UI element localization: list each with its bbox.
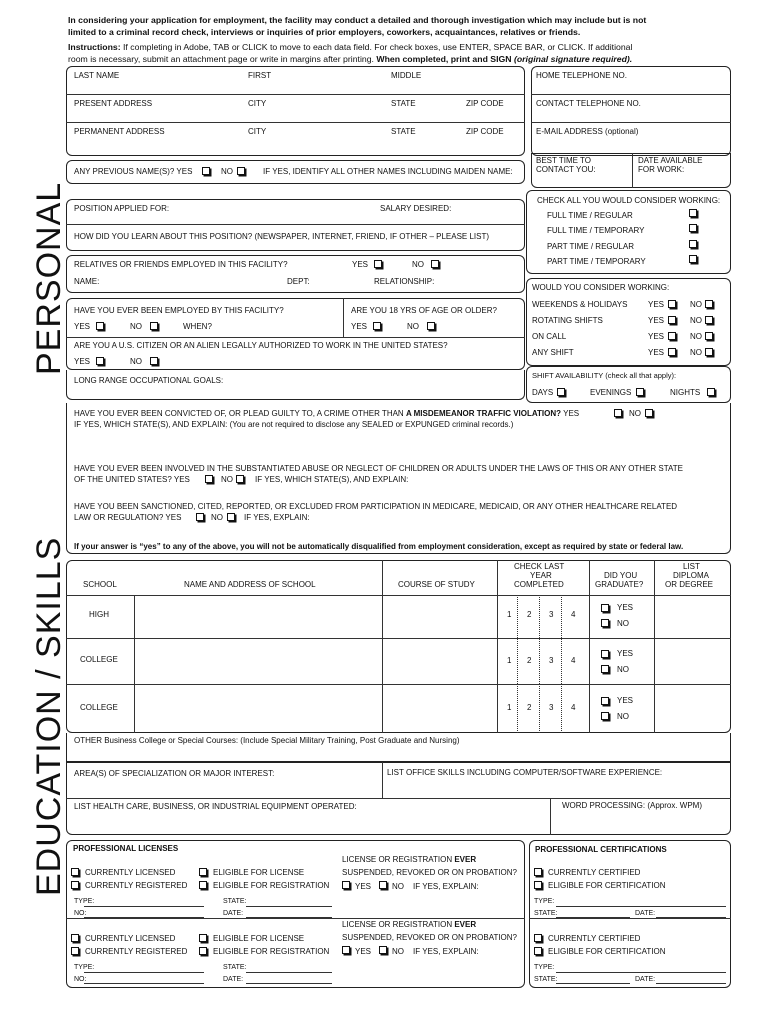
last-name-field[interactable]	[70, 80, 240, 93]
school-row-label: HIGH	[89, 610, 109, 619]
employed-no-label: NO	[130, 322, 142, 331]
suspended-explain-label: IF YES, EXPLAIN:	[413, 947, 479, 956]
employed-when-label: WHEN?	[183, 322, 212, 331]
state-label: STATE	[391, 99, 416, 108]
goals-label: LONG RANGE OCCUPATIONAL GOALS:	[74, 376, 224, 385]
school-name-field[interactable]	[137, 641, 379, 681]
currently-certified-label: CURRENTLY CERTIFIED	[548, 934, 641, 943]
check-year-header-2: YEAR	[530, 571, 552, 580]
rotating-no-checkbox[interactable]	[705, 316, 713, 324]
suspended-no-checkbox[interactable]	[379, 946, 387, 954]
would-consider-title: WOULD YOU CONSIDER WORKING:	[532, 283, 670, 292]
currently-registered-checkbox[interactable]	[71, 947, 79, 955]
cert-date-label: DATE:	[635, 910, 656, 917]
weekends-no-label: NO	[690, 300, 702, 309]
cert-date-label: DATE:	[635, 976, 656, 983]
middle-name-label: MIDDLE	[391, 71, 422, 80]
sanction-yes-checkbox[interactable]	[196, 513, 204, 521]
citizen-no-checkbox[interactable]	[150, 357, 158, 365]
graduated-no-checkbox[interactable]	[601, 619, 609, 627]
nights-checkbox[interactable]	[707, 388, 715, 396]
license-suspended-label: SUSPENDED, REVOKED OR ON PROBATION?	[342, 868, 517, 877]
full-time-regular-checkbox[interactable]	[689, 209, 697, 217]
citizen-no-label: NO	[130, 357, 142, 366]
present-address-field[interactable]	[70, 108, 240, 121]
conviction-yes-checkbox[interactable]	[614, 409, 622, 417]
year-4: 4	[571, 610, 576, 619]
year-1: 1	[507, 610, 512, 619]
nights-label: NIGHTS	[670, 388, 701, 397]
weekends-holidays-label: WEEKENDS & HOLIDAYS	[532, 300, 628, 309]
employed-no-checkbox[interactable]	[150, 322, 158, 330]
eligible-license-checkbox[interactable]	[199, 934, 207, 942]
weekends-yes-label: YES	[648, 300, 665, 309]
relatives-question: RELATIVES OR FRIENDS EMPLOYED IN THIS FACILITY?	[74, 260, 288, 269]
year-1: 1	[507, 703, 512, 712]
relatives-relationship-label: RELATIONSHIP:	[374, 277, 435, 286]
conviction-explain: IF YES, WHICH STATE(S), AND EXPLAIN: (You are not required to disclose any SEALED or EXPUNGED criminal records.)	[74, 420, 514, 429]
school-name-field[interactable]	[137, 687, 379, 730]
abuse-explain: IF YES, WHICH STATE(S), AND EXPLAIN:	[255, 475, 409, 484]
year-4: 4	[571, 703, 576, 712]
eligible-registration-label: ELIGIBLE FOR REGISTRATION	[213, 881, 330, 890]
check-year-header-1: CHECK LAST	[514, 562, 565, 571]
suspended-yes-checkbox[interactable]	[342, 881, 350, 889]
currently-registered-checkbox[interactable]	[71, 881, 79, 889]
instructions: Instructions: If completing in Adobe, TAB or CLICK to move to each data field. For check boxes, use ENTER, SPACE BAR, or CLICK. If additional	[68, 42, 633, 52]
cert-type-label: TYPE:	[534, 964, 555, 971]
graduated-no-label: NO	[617, 619, 629, 628]
citizen-yes-checkbox[interactable]	[96, 357, 104, 365]
license-type-label: TYPE:	[74, 964, 95, 971]
days-checkbox[interactable]	[557, 388, 565, 396]
any-shift-no-checkbox[interactable]	[705, 348, 713, 356]
full-time-temporary-checkbox[interactable]	[689, 224, 697, 232]
zip-label-2: ZIP CODE	[466, 127, 504, 136]
year-2: 2	[527, 610, 532, 619]
home-phone-label: HOME TELEPHONE NO.	[536, 71, 627, 80]
check-year-header-3: COMPLETED	[514, 580, 564, 589]
position-applied-field[interactable]	[170, 202, 370, 215]
first-name-label: FIRST	[248, 71, 272, 80]
course-header: COURSE OF STUDY	[398, 580, 475, 589]
relatives-yes-checkbox[interactable]	[374, 260, 382, 268]
eligible-license-label: ELIGIBLE FOR LICENSE	[213, 934, 305, 943]
previous-names-yes-checkbox[interactable]	[202, 167, 210, 175]
best-time-label-2: CONTACT YOU:	[536, 165, 596, 174]
permanent-address-label: PERMANENT ADDRESS	[74, 127, 165, 136]
part-time-temporary-label: PART TIME / TEMPORARY	[547, 257, 646, 266]
certifications-title: PROFESSIONAL CERTIFICATIONS	[535, 845, 667, 854]
year-2: 2	[527, 656, 532, 665]
equipment-label: LIST HEALTH CARE, BUSINESS, OR INDUSTRIAL EQUIPMENT OPERATED:	[74, 802, 357, 811]
diploma-header-3: OR DEGREE	[665, 580, 714, 589]
graduated-yes-checkbox[interactable]	[601, 697, 609, 705]
license-state-label: STATE:	[223, 964, 247, 971]
intro-text-2: limited to a criminal record check, interviews or inquiries of prior employers, coworkers, acquaintances, relatives or friends.	[68, 27, 581, 37]
eligible-certification-label: ELIGIBLE FOR CERTIFICATION	[548, 881, 666, 890]
rotating-no-label: NO	[690, 316, 702, 325]
contact-phone-label: CONTACT TELEPHONE NO.	[536, 99, 641, 108]
eligible-certification-checkbox[interactable]	[534, 947, 542, 955]
graduated-no-checkbox[interactable]	[601, 712, 609, 720]
on-call-label: ON CALL	[532, 332, 567, 341]
abuse-question-2: OF THE UNITED STATES? YES	[74, 475, 190, 484]
age-yes-checkbox[interactable]	[373, 322, 381, 330]
year-2: 2	[527, 703, 532, 712]
date-available-label: DATE AVAILABLE	[638, 156, 703, 165]
city-label: CITY	[248, 99, 267, 108]
abuse-question: HAVE YOU EVER BEEN INVOLVED IN THE SUBSTANTIATED ABUSE OR NEGLECT OF CHILDREN OR ADULTS UNDER THE LAWS OF THIS OR ANY OTHER STATE	[74, 464, 684, 473]
previous-names-question: ANY PREVIOUS NAME(S)? YES	[74, 167, 193, 176]
specialization-label: AREA(S) OF SPECIALIZATION OR MAJOR INTEREST:	[74, 769, 275, 778]
previous-names-identify: IF YES, IDENTIFY ALL OTHER NAMES INCLUDING MAIDEN NAME:	[263, 167, 513, 176]
suspended-yes-label: YES	[355, 882, 372, 891]
weekends-yes-checkbox[interactable]	[668, 300, 676, 308]
full-time-temporary-label: FULL TIME / TEMPORARY	[547, 226, 645, 235]
cert-state-label: STATE:	[534, 910, 558, 917]
abuse-yes-checkbox[interactable]	[205, 475, 213, 483]
sanction-no-checkbox[interactable]	[227, 513, 235, 521]
shift-availability-title: SHIFT AVAILABILITY (check all that apply):	[532, 371, 677, 380]
sanction-question: HAVE YOU BEEN SANCTIONED, CITED, REPORTED, OR EXCLUDED FROM PARTICIPATION IN MEDICARE, MEDICAID, OR ANY OTHER HEALTHCARE RELATED	[74, 502, 678, 511]
instructions-2: room is necessary, submit an attachment page or write in margins after printing. When completed, print and SIGN (original signature required).	[68, 54, 633, 64]
year-3: 3	[549, 610, 554, 619]
employed-question: HAVE YOU EVER BEEN EMPLOYED BY THIS FACILITY?	[74, 306, 284, 315]
graduate-header-1: DID YOU	[604, 571, 638, 580]
currently-certified-checkbox[interactable]	[534, 868, 542, 876]
consider-working-title: CHECK ALL YOU WOULD CONSIDER WORKING:	[537, 196, 721, 205]
relatives-dept-label: DEPT:	[287, 277, 310, 286]
suspended-no-label: NO	[392, 947, 404, 956]
weekends-no-checkbox[interactable]	[705, 300, 713, 308]
word-processing-label: WORD PROCESSING: (Approx. WPM)	[562, 801, 703, 810]
graduated-no-label: NO	[617, 665, 629, 674]
relatives-no-checkbox[interactable]	[431, 260, 439, 268]
on-call-no-checkbox[interactable]	[705, 332, 713, 340]
license-suspended-label: SUSPENDED, REVOKED OR ON PROBATION?	[342, 933, 517, 942]
employed-yes-checkbox[interactable]	[96, 322, 104, 330]
age-no-checkbox[interactable]	[427, 322, 435, 330]
diploma-header-1: LIST	[683, 562, 700, 571]
relatives-no-label: NO	[412, 260, 424, 269]
year-1: 1	[507, 656, 512, 665]
rotating-yes-checkbox[interactable]	[668, 316, 676, 324]
any-shift-yes-checkbox[interactable]	[668, 348, 676, 356]
suspended-no-label: NO	[392, 882, 404, 891]
on-call-yes-checkbox[interactable]	[668, 332, 676, 340]
currently-licensed-label: CURRENTLY LICENSED	[85, 934, 176, 943]
diploma-header-2: DIPLOMA	[673, 571, 710, 580]
school-row-label: COLLEGE	[80, 655, 118, 664]
date-available-label-2: FOR WORK:	[638, 165, 685, 174]
personal-side-label: PERSONAL	[30, 181, 68, 375]
email-field[interactable]	[535, 136, 725, 149]
graduated-no-checkbox[interactable]	[601, 665, 609, 673]
graduated-yes-checkbox[interactable]	[601, 604, 609, 612]
salary-desired-label: SALARY DESIRED:	[380, 204, 452, 213]
full-time-regular-label: FULL TIME / REGULAR	[547, 211, 633, 220]
how-learn-label: HOW DID YOU LEARN ABOUT THIS POSITION? (NEWSPAPER, INTERNET, FRIEND, IF OTHER – PLEASE LIST)	[74, 232, 490, 241]
rotating-shifts-label: ROTATING SHIFTS	[532, 316, 603, 325]
sanction-question-2: LAW OR REGULATION? YES	[74, 513, 182, 522]
graduated-no-label: NO	[617, 712, 629, 721]
abuse-no-label: NO	[221, 475, 233, 484]
suspended-yes-label: YES	[355, 947, 372, 956]
currently-licensed-label: CURRENTLY LICENSED	[85, 868, 176, 877]
currently-certified-label: CURRENTLY CERTIFIED	[548, 868, 641, 877]
abuse-no-checkbox[interactable]	[236, 475, 244, 483]
rotating-yes-label: YES	[648, 316, 665, 325]
license-ever-label: LICENSE OR REGISTRATION EVER	[342, 855, 477, 864]
office-skills-label: LIST OFFICE SKILLS INCLUDING COMPUTER/SOFTWARE EXPERIENCE:	[387, 768, 663, 777]
licenses-title: PROFESSIONAL LICENSES	[73, 844, 179, 853]
days-label: DAYS	[532, 388, 554, 397]
employed-yes-label: YES	[74, 322, 91, 331]
part-time-temporary-checkbox[interactable]	[689, 255, 697, 263]
previous-names-no-checkbox[interactable]	[237, 167, 245, 175]
school-name-field[interactable]	[137, 598, 379, 636]
present-address-label: PRESENT ADDRESS	[74, 99, 153, 108]
school-row-label: COLLEGE	[80, 703, 118, 712]
graduated-yes-checkbox[interactable]	[601, 650, 609, 658]
license-date-label: DATE:	[223, 976, 244, 983]
last-name-label: LAST NAME	[74, 71, 120, 80]
middle-name-field[interactable]	[388, 80, 518, 93]
position-applied-label: POSITION APPLIED FOR:	[74, 204, 170, 213]
eligible-certification-label: ELIGIBLE FOR CERTIFICATION	[548, 947, 666, 956]
education-side-label: EDUCATION / SKILLS	[30, 536, 68, 896]
relatives-yes-label: YES	[352, 260, 369, 269]
salary-desired-field[interactable]	[460, 202, 520, 215]
graduated-yes-label: YES	[617, 603, 634, 612]
eligible-registration-checkbox[interactable]	[199, 947, 207, 955]
on-call-no-label: NO	[690, 332, 702, 341]
zip-label: ZIP CODE	[466, 99, 504, 108]
graduated-yes-label: YES	[617, 649, 634, 658]
license-date-label: DATE:	[223, 910, 244, 917]
citizen-question: ARE YOU A U.S. CITIZEN OR AN ALIEN LEGALLY AUTHORIZED TO WORK IN THE UNITED STATES?	[74, 341, 448, 350]
disqualification-note: If your answer is “yes” to any of the above, you will not be automatically disqualified from employment consideration, except as required by state or federal law.	[74, 542, 684, 551]
currently-registered-label: CURRENTLY REGISTERED	[85, 947, 188, 956]
license-type-label: TYPE:	[74, 898, 95, 905]
previous-names-no-label: NO	[221, 167, 233, 176]
city-label-2: CITY	[248, 127, 267, 136]
any-shift-no-label: NO	[690, 348, 702, 357]
graduate-header-2: GRADUATE?	[595, 580, 644, 589]
year-3: 3	[549, 656, 554, 665]
eligible-registration-checkbox[interactable]	[199, 881, 207, 889]
citizen-yes-label: YES	[74, 357, 91, 366]
year-4: 4	[571, 656, 576, 665]
first-name-field[interactable]	[244, 80, 384, 93]
school-header: SCHOOL	[83, 580, 117, 589]
eligible-registration-label: ELIGIBLE FOR REGISTRATION	[213, 947, 330, 956]
any-shift-label: ANY SHIFT	[532, 348, 574, 357]
suspended-yes-checkbox[interactable]	[342, 946, 350, 954]
conviction-question: HAVE YOU EVER BEEN CONVICTED OF, OR PLEAD GUILTY TO, A CRIME OTHER THAN A MISDEMEANOR TRAFFIC VIOLATION? YES	[74, 409, 580, 418]
age-question: ARE YOU 18 YRS OF AGE OR OLDER?	[351, 306, 497, 315]
age-no-label: NO	[407, 322, 419, 331]
other-courses-label: OTHER Business College or Special Courses: (Include Special Military Training, Post Graduate and Nursing)	[74, 736, 460, 745]
intro-text: In considering your application for employment, the facility may conduct a detailed and thorough investigation which may include but is not	[68, 15, 647, 25]
eligible-license-checkbox[interactable]	[199, 868, 207, 876]
relatives-name-label: NAME:	[74, 277, 100, 286]
suspended-no-checkbox[interactable]	[379, 881, 387, 889]
currently-licensed-checkbox[interactable]	[71, 934, 79, 942]
license-state-label: STATE:	[223, 898, 247, 905]
currently-certified-checkbox[interactable]	[534, 934, 542, 942]
evenings-label: EVENINGS	[590, 388, 632, 397]
sanction-no-label: NO	[211, 513, 223, 522]
license-ever-label: LICENSE OR REGISTRATION EVER	[342, 920, 477, 929]
conviction-no-label: NO	[629, 409, 641, 418]
state-label-2: STATE	[391, 127, 416, 136]
eligible-license-label: ELIGIBLE FOR LICENSE	[213, 868, 305, 877]
contact-phone-field[interactable]	[535, 108, 725, 121]
suspended-explain-label: IF YES, EXPLAIN:	[413, 882, 479, 891]
school-name-header: NAME AND ADDRESS OF SCHOOL	[184, 580, 316, 589]
best-time-label: BEST TIME TO	[536, 156, 591, 165]
sanction-explain: IF YES, EXPLAIN:	[244, 513, 310, 522]
on-call-yes-label: YES	[648, 332, 665, 341]
currently-licensed-checkbox[interactable]	[71, 868, 79, 876]
home-phone-field[interactable]	[535, 80, 725, 93]
eligible-certification-checkbox[interactable]	[534, 881, 542, 889]
conviction-no-checkbox[interactable]	[645, 409, 653, 417]
cert-type-label: TYPE:	[534, 898, 555, 905]
certifications-box	[529, 840, 731, 988]
age-yes-label: YES	[351, 322, 368, 331]
evenings-checkbox[interactable]	[636, 388, 644, 396]
any-shift-yes-label: YES	[648, 348, 665, 357]
part-time-regular-label: PART TIME / REGULAR	[547, 242, 634, 251]
license-number-label: NO:	[74, 976, 87, 983]
cert-state-label: STATE:	[534, 976, 558, 983]
permanent-address-field[interactable]	[70, 136, 240, 149]
license-number-label: NO:	[74, 910, 87, 917]
part-time-regular-checkbox[interactable]	[689, 240, 697, 248]
email-label: E-MAIL ADDRESS (optional)	[536, 127, 639, 136]
currently-registered-label: CURRENTLY REGISTERED	[85, 881, 188, 890]
year-3: 3	[549, 703, 554, 712]
graduated-yes-label: YES	[617, 696, 634, 705]
